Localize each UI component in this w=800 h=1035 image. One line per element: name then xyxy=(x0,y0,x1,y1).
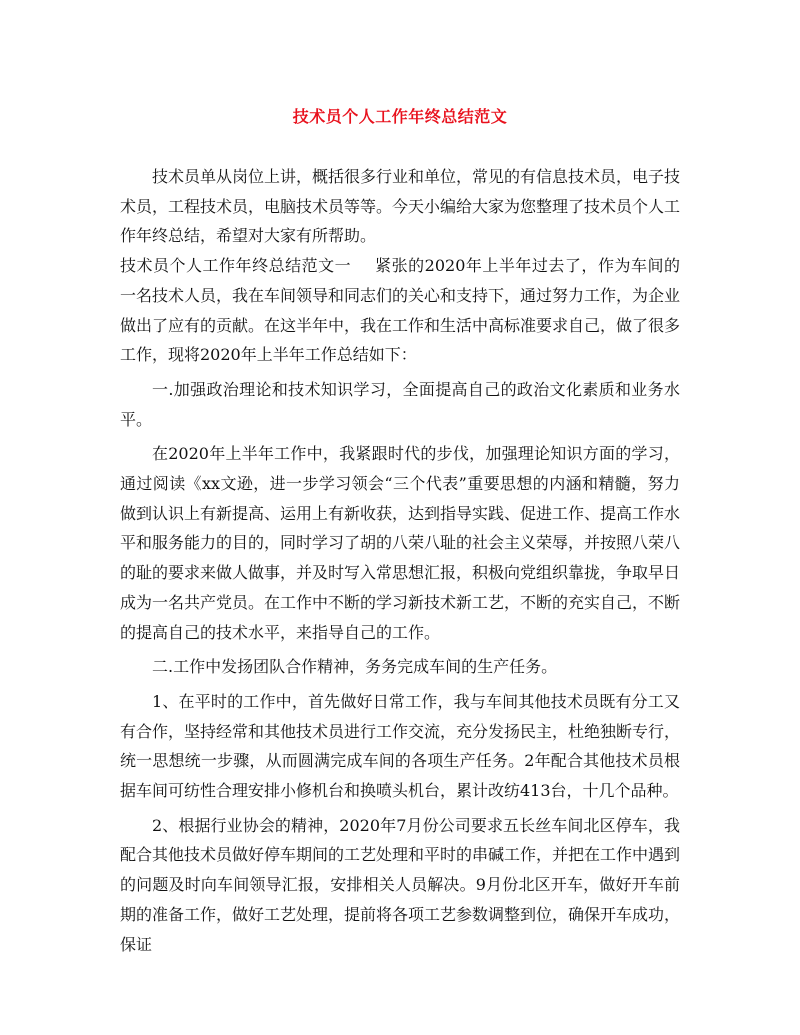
document-title: 技术员个人工作年终总结范文 xyxy=(292,107,508,126)
paragraph-three: 2、根据行业协会的精神，2020年7月份公司要求五长丝车间北区停车，我配合其他技术员做好停车期间的工艺处理和平时的串碱工作，并把在工作中遇到的问题及时向车间领导汇报，安排相关人员解决。9月份北区开车，做好开车前期的准备工作，做好工艺处理，提前将各项工艺参数调整到位，确保开车成功，保证 xyxy=(120,815,681,954)
paragraph-two: 1、在平时的工作中，首先做好日常工作，我与车间其他技术员既有分工又有合作，坚持经常和其他技术员进行工作交流，充分发扬民主，杜绝独断专行，统一思想统一步骤，从而圆满完成车间的各项生产任务。2年配合其他技术员根据车间可纺性合理安排小修机台和换喷头机台，累计改纺413台，十几个品种。 xyxy=(120,691,681,801)
document-body xyxy=(120,162,680,959)
heading-two: 二.工作中发扬团队合作精神，务务完成车间的生产任务。 xyxy=(152,657,558,677)
intro-paragraph: 技术员单从岗位上讲，概括很多行业和单位，常见的有信息技术员，电子技术员，工程技术员，电脑技术员等等。今天小编给大家为您整理了技术员个人工作年终总结，希望对大家有所帮助。 xyxy=(120,167,681,246)
section1-label: 技术员个人工作年终总结范文一 xyxy=(120,256,352,276)
section1-paragraph xyxy=(120,251,680,370)
section1-text: 紧张的2020年上半年过去了，作为车间的一名技术人员，我在车间领导和同志们的关心和支持下，通过努力工作，为企业做出了应有的贡献。在这半年中，我在工作和生活中高标准要求自己，做了很多工作，现将2020年上半年工作总结如下： xyxy=(120,256,681,365)
paragraph-one: 在2020年上半年工作中，我紧跟时代的步伐，加强理论知识方面的学习，通过阅读《xx文逊，进一步学习领会“三个代表”重要思想的内涵和精髓，努力做到认识上有新提高、运用上有新收获，达到指导实践、促进工作、提高工作水平和服务能力的目的，同时学习了胡的八荣八耻的社会主义荣辱，并按照八荣八的耻的要求来做人做事，并及时写入常思想汇报，积极向党组织靠拢，争取早日成为一名共产党员。在工作中不断的学习新技术新工艺，不断的充实自己，不断的提高自己的技术水平，来指导自己的工作。 xyxy=(120,444,681,642)
heading-one: 一.加强政治理论和技术知识学习，全面提高自己的政治文化素质和业务水平。 xyxy=(120,379,680,429)
